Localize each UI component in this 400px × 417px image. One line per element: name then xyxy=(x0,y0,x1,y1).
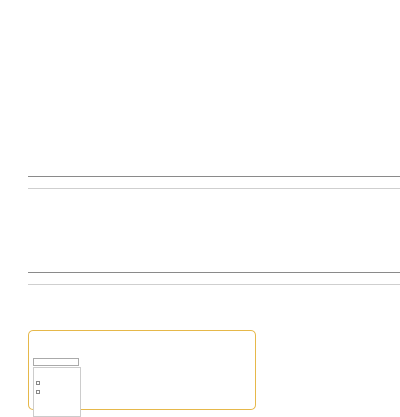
search-designations-input[interactable] xyxy=(33,358,79,366)
designation-option[interactable] xyxy=(36,380,42,385)
checkbox[interactable] xyxy=(36,390,40,394)
designation-panel xyxy=(28,330,256,410)
designation-option[interactable] xyxy=(36,389,42,394)
section-divider xyxy=(28,284,400,285)
section-divider xyxy=(28,272,400,273)
checkbox[interactable] xyxy=(36,381,40,385)
section-divider xyxy=(28,188,400,189)
available-designations-list[interactable] xyxy=(33,367,81,417)
section-divider xyxy=(28,176,400,177)
